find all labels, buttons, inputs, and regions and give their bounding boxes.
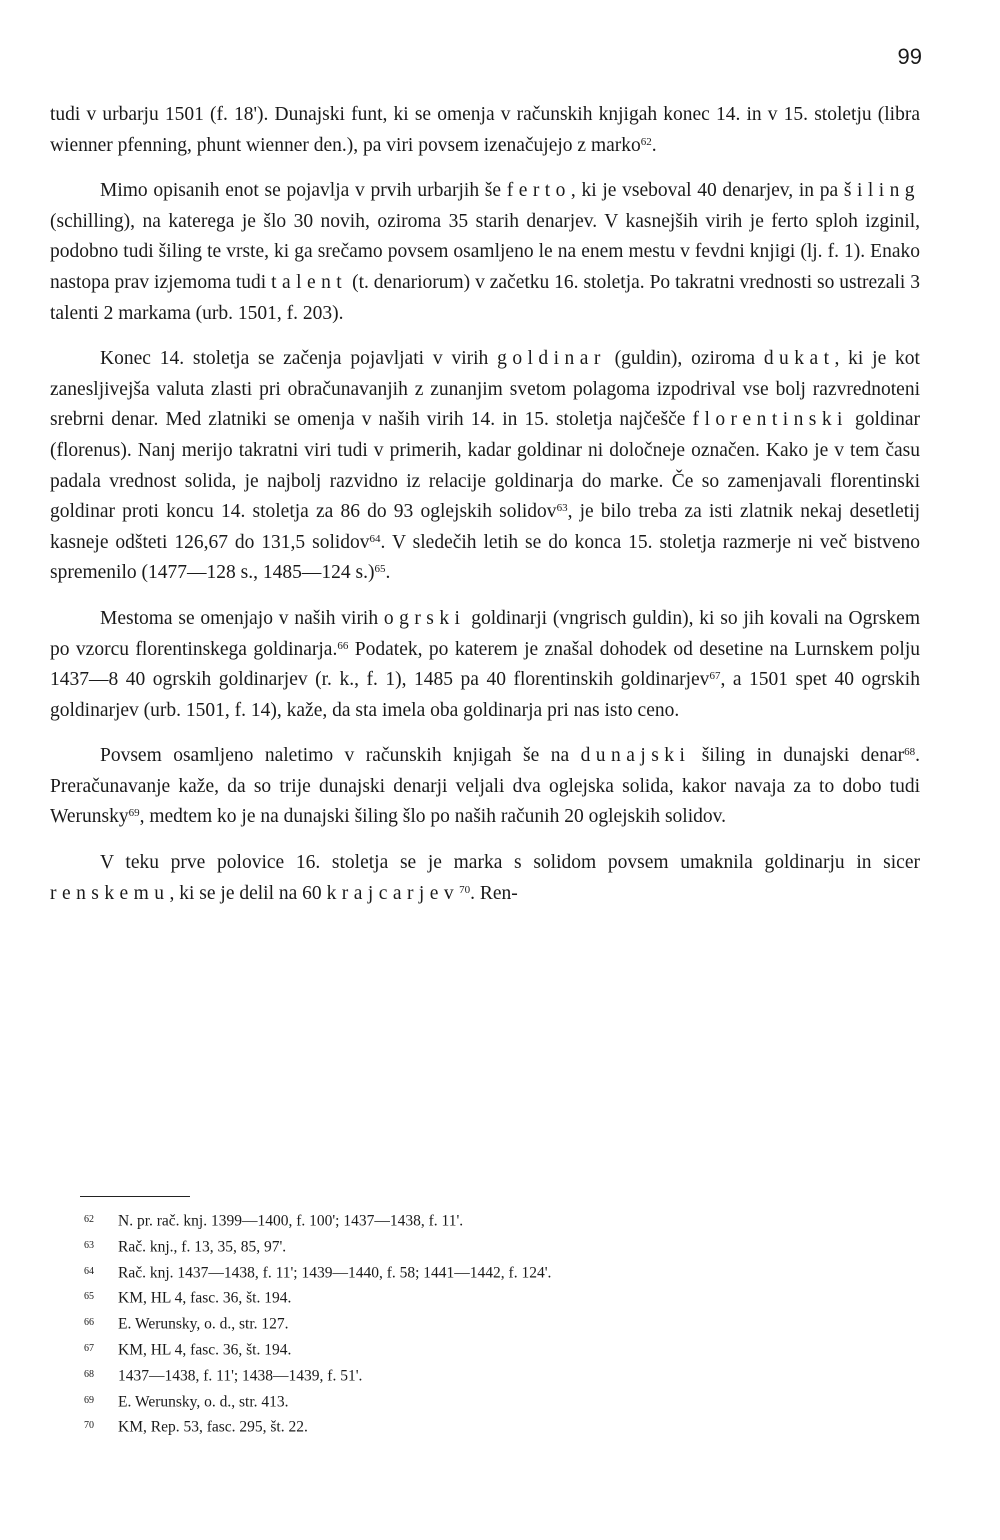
text-run: Mestoma se omenjajo v naših virih bbox=[100, 607, 384, 629]
footnote bbox=[84, 1311, 784, 1337]
text-run: tudi v urbarju 1501 (f. 18'). Dunajski funt, ki se omenja v računskih knjigah konec 14. in v 15. stoletju (libra wienner pfenning, phunt wienner den.), pa viri povsem izenačujejo z marko bbox=[50, 104, 920, 156]
footnote bbox=[84, 1389, 784, 1415]
footnote bbox=[84, 1260, 784, 1286]
footnote-text: KM, HL 4, fasc. 36, št. 194. bbox=[118, 1341, 292, 1359]
footnote-text: KM, HL 4, fasc. 36, št. 194. bbox=[118, 1289, 292, 1307]
footnote-ref: 66 bbox=[337, 639, 349, 652]
footnote-number: 68 bbox=[84, 1368, 94, 1380]
spaced-term: krajcarjev bbox=[326, 882, 460, 904]
footnote-number: 70 bbox=[84, 1420, 94, 1432]
text-run: , ki se je delil na 60 bbox=[169, 882, 327, 904]
footnote-ref: 67 bbox=[709, 670, 721, 683]
text-run: Konec 14. stoletja se začenja pojavljati v virih bbox=[100, 348, 498, 370]
paragraph bbox=[50, 741, 920, 833]
footnote-ref: 69 bbox=[128, 807, 140, 820]
paragraph bbox=[50, 176, 920, 329]
text-run: goldinarji (vngrisch guldin), ki so jih kovali na Ogrskem po vzorcu florentinskega goldinarja. bbox=[50, 607, 920, 660]
text-run: . Preračunavanje kaže, da so trije dunajski denarji veljali dva oglejska solida, kakor navaja za to dobo tudi Werunsky bbox=[50, 745, 920, 828]
spaced-term: dukat bbox=[763, 348, 835, 370]
footnote-number: 66 bbox=[84, 1317, 94, 1329]
footnote-ref: 70 bbox=[459, 883, 471, 896]
text-run: (schilling), na katerega je šlo 30 novih, oziroma 35 starih denarjev. V kasnejših virih je ferto sploh izginil, podobno tudi šiling te vrste, ki ga srečamo povsem osamljeno le na enem mestu v fevdni knjigi (lj. f. 1). Enako nastopa prav izjemoma tudi bbox=[50, 210, 920, 293]
footnote-text: E. Werunsky, o. d., str. 413. bbox=[118, 1393, 289, 1411]
text-run: , a 1501 spet 40 ogrskih goldinarjev (urb. 1501, f. 14), kaže, da sta imela oba goldinarja pri nas isto ceno. bbox=[50, 669, 920, 721]
text-run: Podatek, po katerem je znašal dohodek od desetine na Lurnskem polju 1437—8 40 ogrskih goldinarjev (r. k., f. 1), 1485 pa 40 florentinskih goldinarjev bbox=[50, 638, 921, 691]
text-run: , medtem ko je na dunajski šiling šlo po naših računih 20 oglejskih solidov. bbox=[139, 806, 726, 828]
text-run: , ki je vseboval 40 denarjev, in pa bbox=[570, 180, 844, 202]
footnote-number: 67 bbox=[84, 1342, 94, 1354]
footnote-text: KM, Rep. 53, fasc. 295, št. 22. bbox=[118, 1418, 308, 1436]
spaced-term: šiling bbox=[843, 180, 921, 202]
main-text bbox=[50, 100, 920, 924]
text-run: V teku prve polovice 16. stoletja se je marka s solidom povsem umaknila goldinarju in sicer bbox=[100, 852, 920, 874]
spaced-term: ferto bbox=[506, 180, 571, 202]
text-run: . bbox=[651, 134, 657, 156]
footnote bbox=[84, 1337, 784, 1363]
footnote bbox=[84, 1414, 784, 1440]
text-run: , ki je kot zanesljivejša valuta zlasti pri obračunavanjih z zunanjim svetom polagoma izpodrival vse bolj razvrednoteni srebrni denar. Med zlatniki se omenja v naših virih 14. in 15. stoletja najčešče bbox=[50, 348, 920, 431]
spaced-term: renskemu bbox=[50, 882, 170, 904]
paragraph bbox=[50, 344, 920, 589]
text-run: . Ren- bbox=[470, 882, 518, 904]
text-run: , je bilo treba za isti zlatnik nekaj desetletij kasneje odšteti 126,67 do 131,5 solidov bbox=[50, 501, 920, 553]
text-run: (guldin), oziroma bbox=[605, 348, 764, 370]
footnote bbox=[84, 1234, 784, 1260]
page-number: 99 bbox=[897, 44, 922, 69]
footnote-ref: 65 bbox=[374, 563, 386, 576]
footnote-divider bbox=[80, 1196, 190, 1197]
spaced-term: ogrski bbox=[383, 607, 466, 629]
text-run: (t. denariorum) v začetku 16. stoletja. Po takratni vrednosti so ustrezali 3 talenti 2 markama (urb. 1501, f. 203). bbox=[50, 271, 921, 324]
footnote-ref: 68 bbox=[904, 746, 916, 759]
footnote-number: 63 bbox=[84, 1239, 94, 1251]
text-run: Mimo opisanih enot se pojavlja v prvih urbarjih še bbox=[100, 180, 507, 202]
spaced-term: dunajski bbox=[580, 745, 691, 767]
text-run: . bbox=[385, 562, 391, 584]
spaced-term: florentinski bbox=[692, 409, 848, 431]
text-run: goldinar (florenus). Nanj merijo takratni viri tudi v primerih, kadar goldinar ni določneje označen. Kako je v tem času padala vrednost solida, je najbolj razvidno iz relacije goldinarja do marke. Če so zamenjavali florentinski goldinar proti koncu 14. stoletja za 86 do 93 oglejskih solidov bbox=[50, 409, 921, 523]
footnote-text: Rač. knj. 1437—1438, f. 11'; 1439—1440, f. 58; 1441—1442, f. 124'. bbox=[118, 1264, 552, 1282]
footnote-text: N. pr. rač. knj. 1399—1400, f. 100'; 1437—1438, f. 11'. bbox=[118, 1212, 464, 1230]
footnote bbox=[84, 1208, 784, 1234]
footnote-ref: 63 bbox=[556, 502, 568, 515]
text-run: . V sledečih letih se do konca 15. stoletja razmerje ni več bistveno spremenilo (1477—128 s., 1485—124 s.) bbox=[50, 531, 920, 584]
footnote-text: Rač. knj., f. 13, 35, 85, 97'. bbox=[118, 1238, 287, 1256]
text-run: šiling in dunajski denar bbox=[690, 745, 905, 767]
footnote-number: 62 bbox=[84, 1214, 94, 1225]
footnote-ref: 62 bbox=[640, 135, 652, 148]
footnote-text: E. Werunsky, o. d., str. 127. bbox=[118, 1315, 289, 1333]
footnote-ref: 64 bbox=[369, 532, 381, 545]
footnote bbox=[84, 1285, 784, 1311]
paragraph bbox=[50, 604, 920, 726]
footnote-number: 64 bbox=[84, 1265, 94, 1277]
footnote-text: 1437—1438, f. 11'; 1438—1439, f. 51'. bbox=[118, 1367, 363, 1385]
footnote-number: 65 bbox=[84, 1291, 94, 1303]
footnote bbox=[84, 1363, 784, 1389]
spaced-term: talent bbox=[271, 271, 348, 293]
paragraph bbox=[50, 848, 920, 909]
text-run: Povsem osamljeno naletimo v računskih knjigah še na bbox=[100, 745, 581, 767]
footnote-number: 69 bbox=[84, 1394, 94, 1406]
paragraph bbox=[50, 100, 920, 161]
spaced-term: goldinar bbox=[497, 348, 606, 370]
footnotes bbox=[84, 1208, 784, 1440]
